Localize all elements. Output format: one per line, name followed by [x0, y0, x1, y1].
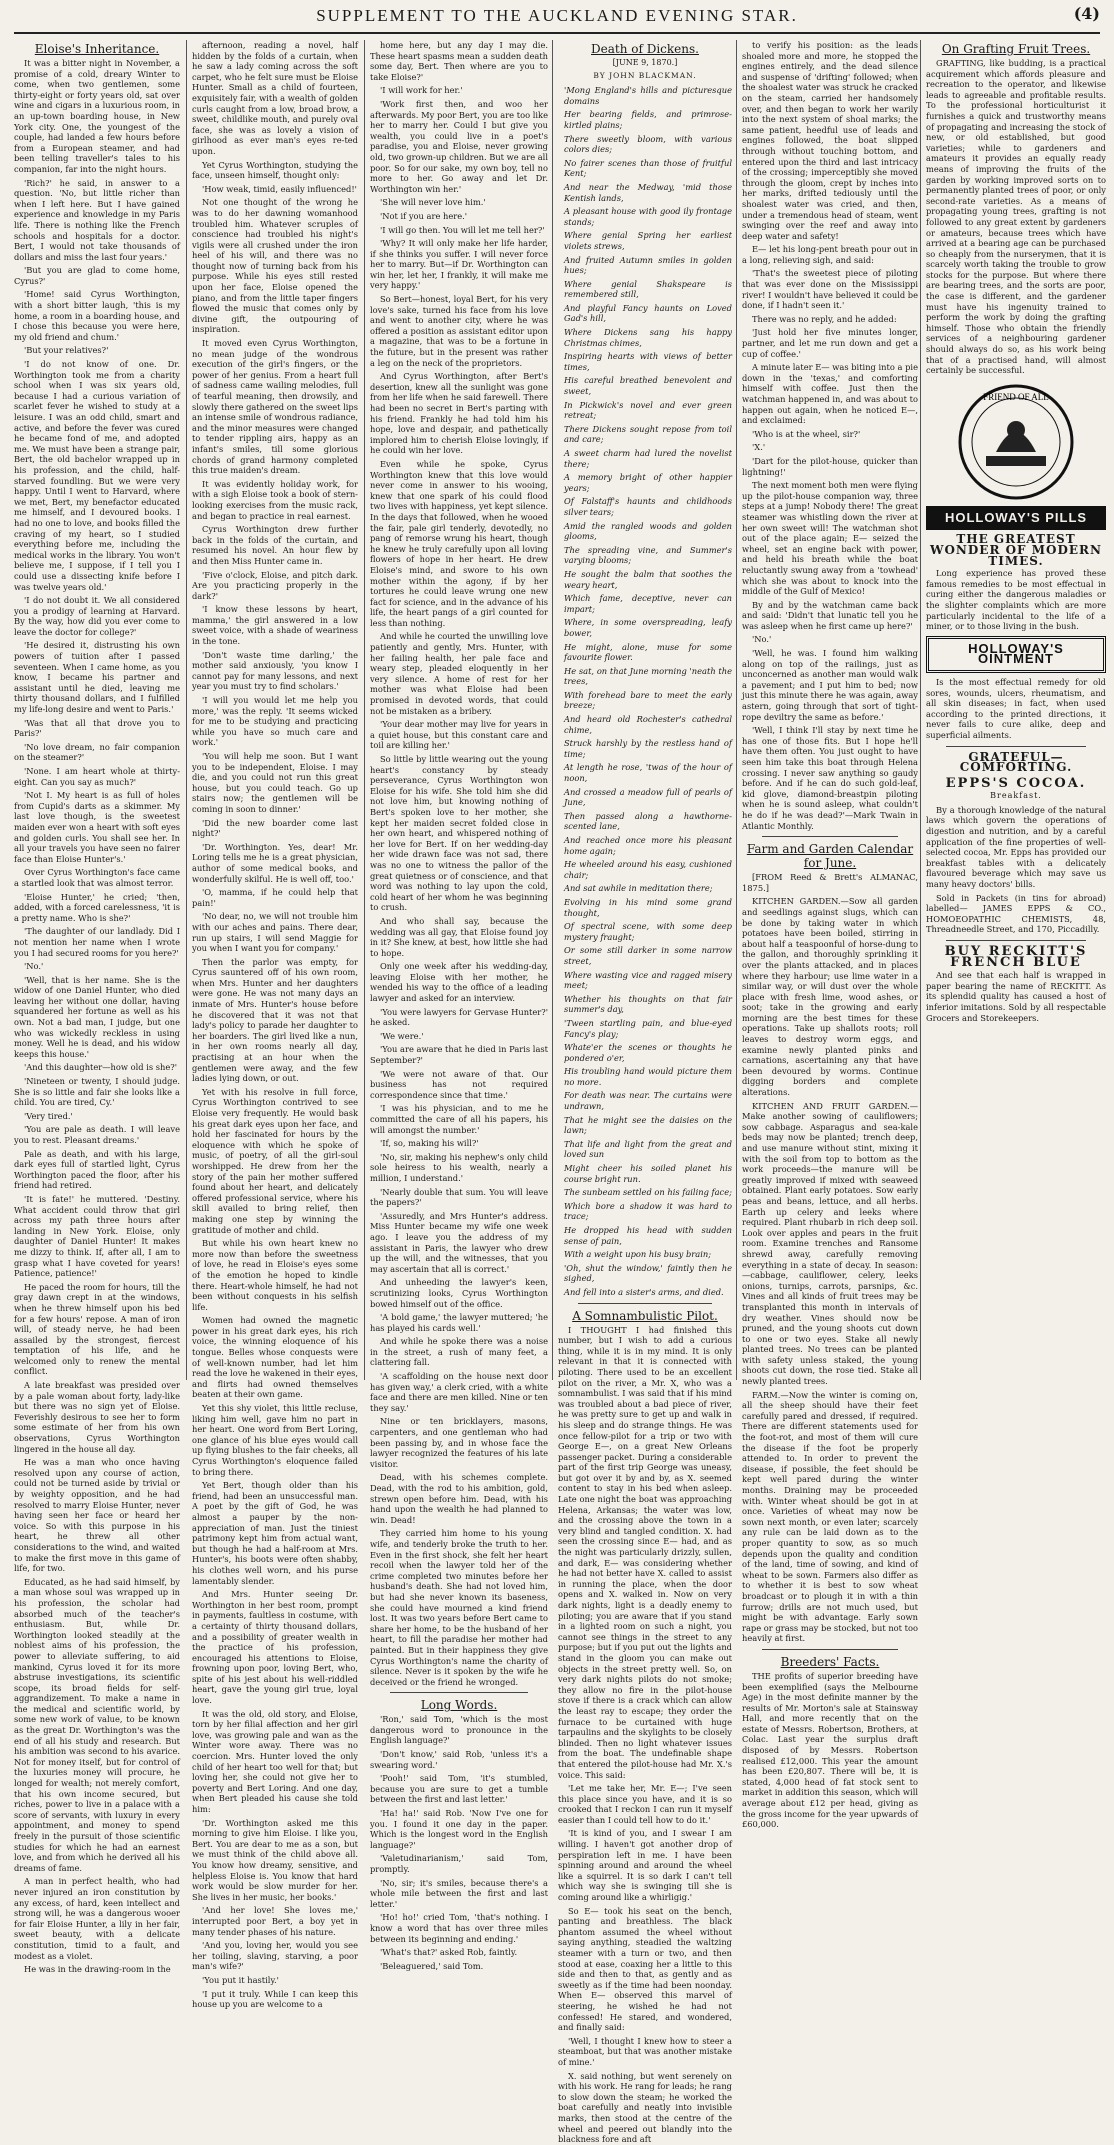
poem-line: Where Dickens sang his happy Christmas chimes, [564, 327, 732, 348]
paragraph: 'Well, I thought I knew how to steer a steamboat, but that was another mistake of mine.' [558, 2035, 732, 2067]
masthead-title: SUPPLEMENT TO THE AUCKLAND EVENING STAR. [316, 6, 798, 25]
paragraph: THE profits of superior breeding have been exemplified (says the Melbourne Age) in the most definite manner by the results of Mr. Morton's sale at Stainsway Hall, and more recently that on the estate of Messrs. Robertson, Brothers, at Colac. Last year the surplus draft disposed of by Messrs. Robertson realised £12,000. This year the amount has been £20,807. There will be, it is stated, 4,000 head of fat stock sent to market in addition this season, which will average about £12 per head, giving as the gross income for the year upwards of £60,000. [742, 1670, 918, 1830]
poem-line: At length he rose, 'twas of the hour of noon, [564, 762, 732, 784]
article-heading-dickens: Death of Dickens. [591, 42, 699, 56]
divider [946, 940, 1086, 941]
poem-line: 'Mong England's hills and picturesque domains [564, 85, 732, 106]
paragraph: 'Well, that is her name. She is the widow of one Daniel Hunter, who died leaving her without one dollar, having squandered her fortune as well as his own. Not a bad man, I judge, but one who was wickedly reckless in using money. Well he is dead, and his widow keeps this house.' [14, 974, 180, 1059]
poem-line: He might, alone, muse for some favourite flower. [564, 641, 732, 663]
article-heading-farm: Farm and Garden Calendar for June. [746, 842, 914, 871]
article-heading-long-words: Long Words. [420, 1698, 498, 1713]
paragraph: And Cyrus Worthington, after Bert's desertion, knew all the sunlight was gone from her life when he said farewell. There had been no secret in Bert's parting with his friend. Frankly he had told him his hope, love and despair, and pathetically implored him to cherish Eloise lovingly, if he could win her love. [370, 371, 548, 456]
poem-line: He dropped his head with sudden sense of pain, [564, 1225, 732, 1246]
poem-line: 'Oh, shut the window,' faintly then he sighed, [564, 1262, 732, 1284]
paragraph: 'Home! said Cyrus Worthington, with a short bitter laugh, 'this is my home, a room in a boarding house, and I chose this because you were here, my old friend and chum.' [14, 289, 180, 342]
poem-line: Or some still darker in some narrow street, [564, 945, 732, 966]
poem-line: A sweet charm had lured the novelist there; [564, 448, 732, 469]
poem-line: And reached once more his pleasant home again; [564, 835, 732, 856]
paragraph: 'Work first then, and woo her afterwards. My poor Bert, you are too like her to marry her. Could I but give you wealth, you could live in a poet's paradise, you and Eloise, never growing old, two grown-up children. But we are all poor. So for our sake, my own boy, tell no more to her. Go away and let Dr. Worthington win her.' [370, 98, 548, 194]
paragraph: So E— took his seat on the bench, panting and breathless. The black phantom assumed the wheel without saying anything, steadied the waltzing steamer with a turn or two, and then stood at ease, coaxing her a little to this side and then to that, as gently and as sweetly as if the time had been noonday. When E— observed this marvel of steering, he wished he had not confessed! He stared, and wondered, and finally said: [558, 1905, 732, 2033]
seal-text: FRIEND OF ALL [983, 391, 1049, 402]
article-heading-eloise: Eloise's Inheritance. [34, 42, 160, 56]
poem-line: A pleasant house with good ily frontage stands; [564, 206, 732, 227]
reckitt-heading: BUY RECKITT'S FRENCH BLUE [944, 944, 1088, 970]
page-number: (4) [1073, 4, 1100, 23]
paragraph: GRAFTING, like budding, is a practical acquirement which affords pleasure and recreation to the operator, and likewise leads to agreeable and profitable results. To the professional horticulturist it furnishes a quick and trustworthy means of propagating and increasing the stock of new, or old established, but good varieties; while to gardeners and amateurs it provides an equally ready means of improving the fruits of the garden by working improved sorts on to permanently planted trees of poor, or only second-rate varieties. As a means of propagating young trees, grafting is not followed to any great extent by gardeners or amateurs, because trees which have arrived at a bearing age can be purchased so cheaply from the nurserymen, that it is scarcely worth taking the trouble to grow stocks for the purpose. But where there are bearing trees, and the sorts are poor, the case is different, and the gardener must have his ingenuity trained to perform the work by doing the grafting himself. Those who obtain the friendly services of a neighbouring gardener should always do so, as his work being that of a practised hand, will almost certainly be successful. [926, 58, 1106, 376]
poem-line: For death was near. The curtains were undrawn, [564, 1090, 732, 1112]
article-body-farm [742, 872, 918, 1644]
poem-line: Of Falstaff's haunts and childhoods silver tears; [564, 496, 732, 517]
paragraph: 'Don't know,' said Rob, 'unless it's a swearing word.' [370, 1749, 548, 1770]
paragraph: He paced the room for hours, till the gray dawn crept in at the windows, when he threw himself upon his bed for a few hours' repose. A man of iron will, of steady nerve, he had been assailed by the strongest, fiercest temptation of his life, and he welcomed only to renew the mental conflict. [14, 1281, 180, 1377]
poem-line: In Pickwick's novel and ever green retreat; [564, 399, 732, 421]
poem-line: Of spectral scene, with some deep mystery fraught; [564, 921, 732, 942]
paragraph: 'You are pale as death. I will leave you to rest. Pleasant dreams.' [14, 1124, 180, 1145]
paragraph: 'And you, loving her, would you see her toiling, slaving, starving, a poor man's wife?' [192, 1940, 358, 1972]
paragraph: 'Was that all that drove you to Paris?' [14, 717, 180, 739]
paragraph: And Mrs. Hunter seeing Dr. Worthington in her best room, prompt in payments, faultless in costume, with a certainty of thirty thousand dollars, and a possibility of greater wealth in the practice of his profession, encouraged his attentions to Eloise, frowning upon poor, loving Bert, who, spite of his jest about his well-riddled heart, gave the young girl true, loyal love. [192, 1589, 358, 1706]
poem-line: He wheeled around his easy, cushioned chair; [564, 859, 732, 880]
paragraph: 'No, sir, making his nephew's only child sole heiress to his wealth, nearly a million, I understand.' [370, 1151, 548, 1183]
paragraph: 'You were lawyers for Gervase Hunter?' he asked. [370, 1006, 548, 1028]
divider [762, 836, 898, 837]
poem-line: Where genial Shakspeare is remembered still, [564, 278, 732, 300]
paragraph: 'A bold game,' the lawyer muttered; 'he has played his cards well.' [370, 1312, 548, 1333]
article-date: [JUNE 9, 1870.] [612, 58, 678, 67]
poem-line: A memory bright of other happier years; [564, 472, 732, 493]
paragraph: 'The daughter of our landlady. Did I not mention her name when I wrote you I had secured rooms for you here?' [14, 926, 180, 958]
paragraph: to verify his position: as the leads shoaled more and more, he stopped the engines entirely, and the dead silence and suspense of 'drifting' followed; when the shoalest water was struck he cracked on the steam, carried her handsomely over, and then began to work her warily into the next system of shoal marks; the same patient, heedful use of leads and engines followed, the boat slipped through without touching bottom, and entered upon the third and last intricacy of the crossing; imperceptibly she moved through the gloom, crept by inches into her marks, drifted tediously until the shoalest water was cried, and then, under a tremendous head of steam, went swinging over the reef and away into deep water and safety! [742, 40, 918, 241]
paragraph: 'But your relatives?' [24, 345, 109, 356]
greatest-wonder-heading: THE GREATEST WONDER OF MODERN TIMES. [930, 532, 1102, 568]
paragraph: 'But you are glad to come home, Cyrus?' [14, 265, 180, 286]
paragraph: 'Did the new boarder come last night?' [192, 817, 358, 839]
paragraph: Yet Cyrus Worthington, studying the face, unseen himself, thought only: [192, 159, 358, 181]
paragraph: 'She will never love him.' [380, 197, 486, 208]
paragraph: And unheeding the lawyer's keen, scrutinizing looks, Cyrus Worthington bowed himself out of the office. [370, 1277, 548, 1309]
paragraph: X. said nothing, but went serenely on with his work. He rang for leads; he rang to slow down the steam; he worked the boat carefully and neatly into invisible marks, then stood at the centre of the wheel and peered out blandly into the blackness fore and aft [558, 2070, 732, 2145]
paragraph: 'You will help me soon. But I want you to be independent, Eloise. I may die, and you could not run this great house, but you could teach. Go up stairs now; the gentlemen will be coming in soon to dinner.' [192, 751, 358, 814]
poem-line: And sat awhile in meditation there; [564, 883, 713, 894]
paragraph: By and by the watchman came back and said: 'Didn't that lunatic tell you he was asleep when he first came up here?' [742, 599, 918, 631]
poem-line: Where genial Spring her earliest violets strews, [564, 230, 732, 251]
article-heading-breeders: Breeders' Facts. [780, 1654, 880, 1669]
paragraph: It was the old, old story, and Eloise, torn by her filial affection and her girl love, was growing pale and wan as the Winter wore away. There was no coercion. Mrs. Hunter loved the only child of her heart too well for that; but loving her, she could not give her to poverty and Bert Loring. And one day, when Bert pleaded his cause she told him: [192, 1708, 358, 1814]
poem-line: Amid the rangled woods and golden glooms, [564, 520, 732, 542]
epps-text: By a thorough knowledge of the natural laws which govern the operations of digestion and nutrition, and by a careful application of the fine properties of well-selected cocoa, Mr. Epps has provided our breakfast tables with a delicately flavoured beverage which may save us many heavy doctors' bills. [926, 804, 1106, 890]
paragraph: 'Well, I think I'll stay by next time he has one of those fits. But I hope he'll have them often. You just ought to have seen him take this boat through Helena crossing. I never saw anything so gaudy before. And if he can do such gold-leaf, kid glove, diamond-breastpin piloting when he is sound asleep, what couldn't he do if he was dead?'—Mark Twain in Atlantic Monthly. [742, 725, 918, 831]
column-6 [920, 40, 1106, 1380]
paragraph: 'No.' [24, 961, 44, 972]
poem-line: And fruited Autumn smiles in golden hues; [564, 254, 732, 276]
paragraph: 'That's the sweetest piece of piloting that was ever done on the Mississippi river! I wouldn't have believed it could be done, if I hadn't seen it.' [742, 268, 919, 311]
paragraph: So little by little wearing out the young heart's constancy by steady perseverance, Cyrus Worthington won Eloise for his wife. She told him she did not love him, but knowing nothing of Bert's spoken love to her mother, she kept her maiden secret folded close in her own heart, and whispered nothing of her love for Bert. If on her wedding-day her wide drawn face was not sad, there was no one to witness the pallor of the great quietness or of conscience, and that word was nothing to lay upon the cold, cold heart of her whom he was beginning to crush. [370, 754, 548, 913]
paragraph: 'And this daughter—how old is she?' [24, 1062, 178, 1073]
paragraph: 'I will work for her.' [380, 85, 463, 96]
paragraph: 'Just hold her five minutes longer, partner, and let me run down and get a cup of coffee.' [742, 327, 918, 359]
paragraph: KITCHEN GARDEN.—Sow all garden and seedlings against slugs, which can be done by taking water in which potatoes have been boiled, stirring in about half a teaspoonful of horse-dung to the gallon, and thoroughly sprinkling it over the plants attacked, and in places where they harbour; use lime water in a similar way, or will dust over the whole place with fresh lime, wood ashes, or soot; take in the growing and early morning are the best times for these operations. Take up shallots roots; roll leaves to destroy worm eggs, and examine newly planted pinks and carnations, ascertaining any that have been devoured by worms. Continue digging borders and complete alterations. [742, 896, 918, 1098]
paragraph: Pale as death, and with his large, dark eyes full of startled light, Cyrus Worthington paced the floor, after his friend had retired. [14, 1148, 180, 1191]
masthead-rule [14, 32, 1100, 34]
paragraph: Women had owned the magnetic power in his great dark eyes, his rich voice, the winning eloquence of his tongue. Belles whose conquests were of well-known number, had let him read the love he wakened in their eyes, and flirts had owned themselves beaten at their own game. [192, 1315, 358, 1400]
paragraph: A late breakfast was presided over by a pale woman about forty, lady-like but there was no sign yet of Eloise. Feverishly desirous to see her to form some estimate of her from his own observations, Cyrus Worthington lingered in the house all day. [14, 1380, 180, 1454]
article-heading-pilot: A Somnambulistic Pilot. [572, 1308, 718, 1323]
paragraph: Not one thought of the wrong he was to do her dawning womanhood troubled him. Whatever scruples of conscience had troubled his night's vigils were all crushed under the iron heel of his will, and there was no thought now of turning back from his purpose. While his eyes still rested upon her face, Eloise opened the piano, and from the little taper fingers flowed the music that comes only by divine gift, the outpouring of inspiration. [192, 197, 358, 335]
poem-line: He sought the balm that soothes the weary heart, [564, 568, 732, 590]
paragraph: 'You put it hastily.' [202, 1974, 279, 1985]
column-3 [364, 40, 548, 1971]
paragraph: 'How weak, timid, easily influenced!' [202, 183, 357, 194]
paragraph: 'Nineteen or twenty, I should judge. She is so little and fair she looks like a child. You are tired, Cy.' [14, 1076, 180, 1108]
paragraph: 'A scaffolding on the house next door has given way,' a clerk cried, with a white face and there are men killed. Nine or ten they say.' [370, 1371, 548, 1413]
reckitt-text: And see that each half is wrapped in paper bearing the name of RECKITT. As its splendid quality has caused a host of inferior imitations. Sold by all respectable Grocers and Storekeepers. [926, 970, 1106, 1023]
paragraph: 'I do not doubt it. We all considered you a prodigy of learning at Harvard. By the way, how did you ever come to leave the doctor for college?' [14, 595, 180, 637]
poem-line: The sunbeam settled on his failing face; [564, 1187, 732, 1198]
epps-subheading: Breakfast. [990, 791, 1042, 801]
paragraph: Yet this shy violet, this little recluse, liking him well, gave him no part in her heart. One word from Bert Loring, one glance of his blue eyes would call up flying blushes to the fair cheeks, all Cyrus Worthington's eloquence failed to bring there. [192, 1403, 358, 1477]
article-body-eloise [14, 58, 180, 1975]
paragraph: 'Five o'clock, Eloise, and pitch dark. Are you practicing properly in the dark?' [192, 569, 358, 601]
article-heading-grafting: On Grafting Fruit Trees. [941, 42, 1091, 56]
paragraph: 'Eloise Hunter,' he cried; 'then, added, with a forced carelessness, 'it is a pretty name. Who is she?' [14, 891, 180, 923]
paragraph: home here, but any day I may die. These heart spasms mean a sudden death some day, Bert. Then where are you to take Eloise?' [370, 40, 548, 82]
poem-line: And crossed a meadow full of pearls of June, [564, 786, 732, 808]
article-body-eloise-end [370, 40, 548, 1687]
poem-line: 'Tween startling pain, and blue-eyed Fancy's play; [564, 1017, 732, 1039]
paragraph: 'Ho! ho!' cried Tom, 'that's nothing. I know a word that has over three miles between its beginning and ending.' [370, 1912, 548, 1944]
paragraph: 'None. I am heart whole at thirty-eight. Can you say as much?' [14, 766, 180, 787]
poem-line: Whate'er the scenes or thoughts he pondered o'er, [564, 1042, 732, 1063]
divider [390, 1692, 528, 1693]
poem-line: And near the Medway, 'mid those Kentish lands, [564, 181, 732, 203]
holloway-ointment-banner: HOLLOWAY'S OINTMENT [926, 636, 1106, 673]
poem-line: Her bearing fields, and primrose-kirtled plains; [564, 109, 732, 130]
paragraph: 'Not I. My heart is as full of holes from Cupid's darts as a skimmer. My last love though, is the sweetest maiden ever won a heart with soft eyes and golden curls. You shall see her. In all your travels you have seen no fairer face than Eloise Hunter's.' [14, 790, 180, 864]
paragraph: 'I put it truly. While I can keep this house up you are welcome to a [192, 1988, 358, 2010]
paragraph: It moved even Cyrus Worthington, no mean judge of the wondrous execution of the girl's fingers, or the power of her genius. From a heart full of sadness came wailing melodies, full of tearful meaning, then drowsily, and slowly there gathered on the sweet lips an intense smile of wondrous radiance, and the minor measures were changed to tender rippling airs, happy as an infant's smiles, till some glorious chords of grand harmony completed this true maiden's dream. [192, 338, 358, 476]
paragraph: 'Dr. Worthington. Yes, dear! Mr. Loring tells me he is a great physician, author of some medical books, and wonderfully skilful. He is well off, too.' [192, 841, 358, 884]
epps-name: EPPS'S COCOA. [945, 775, 1087, 791]
paragraph: Only one week after his wedding-day, leaving Eloise with her mother, he wended his way to the office of a leading lawyer and asked for an interview. [370, 961, 548, 1004]
paragraph: But while his own heart knew no more now than before the sweetness of love, he read in Eloise's eyes some of the emotion he hoped to kindle there. Heart-whole himself, he had not been without conquests in his selfish life. [192, 1238, 358, 1312]
paragraph: 'No love dream, no fair companion on the steamer?' [14, 741, 180, 763]
paragraph: They carried him home to his young wife, and tenderly broke the truth to her. Even in the first shock, she felt her heart recoil when the lawyer told her of the crime completed two minutes before her husband's death. She had not loved him, but had she never known its baseness, she could have mourned a kind friend lost. It was two years before Bert came to share her home, to be the husband of her heart, to fill the paradise her mother had painted. But in their happiness they give Cyrus Worthington's name the charity of silence. Never is it spoken by the wife he deceived or the friend he wronged. [370, 1528, 548, 1687]
paragraph: 'I know these lessons by heart, mamma,' the girl answered in a low sweet voice, with a shade of weariness in the tone. [192, 604, 358, 647]
epps-sold: Sold in Packets (in tins for abroad) labelled— JAMES EPPS & CO., HOMOEOPATHIC CHEMISTS, 48, Threadneedle Street, and 170, Piccadilly. [926, 892, 1106, 935]
paragraph: 'Who is at the wheel, sir?' [752, 428, 861, 439]
paragraph: 'Not if you are here.' [380, 210, 468, 221]
article-body-breeders [742, 1671, 918, 1830]
column-5 [736, 40, 919, 1830]
paragraph: 'Rich?' he said, in answer to a question. 'No, but little richer than when I left here. But I have gained experience and knowledge in my Paris life. There is nothing like the French schools and hospitals for a doctor. Bert, I would not take thousands of dollars and miss the last four years.' [14, 177, 180, 262]
paragraph: Yet with his resolve in full force, Cyrus Worthington contrived to see Eloise very frequently. He would bask his great dark eyes upon her face, and hold her fascinated for hours by the eloquence with which he spoke of music, of poetry, of all the girl-soul worshipped. He drew from her the story of the pain her mother suffered found about her heart, and delicately offered professional service, where his skill availed to bring relief, then making one step by winning the gratitude of mother and child. [192, 1086, 358, 1235]
paragraph: 'I will go then. You will let me tell her?' [380, 224, 545, 235]
paragraph: afternoon, reading a novel, half hidden by the folds of a curtain, when he saw a lady coming across the soft carpet, who he felt sure must be Eloise Hunter. Small as a child of fourteen, exquisitely fair, with a wealth of golden curls caught from a low, broad brow, a sweet, childlike mouth, and purely oval face, she was as lovely a vision of girlhood as ever man's eyes re-ted upon. [192, 40, 358, 156]
paragraph: 'Ron,' said Tom, 'which is the most dangerous word to pronounce in the English language?' [370, 1714, 548, 1746]
holloway-pills-banner: HOLLOWAY'S PILLS [926, 506, 1106, 531]
poem-line: Which fame, deceptive, never can impart; [564, 593, 732, 614]
paragraph: 'We were.' [380, 1030, 424, 1041]
paragraph: 'Valetudinarianism,' said Tom, promptly. [370, 1853, 548, 1874]
poem-line: There sweetly bloom, with various colors dies; [564, 133, 732, 155]
poem-line: Where, in some overspreading, leafy bower, [564, 617, 732, 638]
paragraph: And while he courted the unwilling love patiently and gently, Mrs. Hunter, with her failing health, her pale face and weary step, pleaded eloquently in her very silence. A home of rest for her mother was what Eloise had been promised in devoted words, that could not be mistaken as a bribery. [370, 631, 548, 716]
divider [946, 746, 1086, 747]
paragraph: KITCHEN AND FRUIT GARDEN.—Make another sowing of cauliflowers; sow cabbage. Asparagus and sea-kale beds may now be planted; trench deep, and use manure without stint, mixing it with the soil from top to bottom as the work proceeds—the manure will be greatly improved if mixed with seaweed obtained. Plant early potatoes. Sow early peas and beans, lettuce, and all herbs. Earth up celery and leeks where required. Plant rhubarb in rich deep soil. Look over apples and pears in the fruit room. Examine trenches and Ransome shrewd away, carefully removing everything in a state of decay. In season:—cabbage, cauliflower, celery, leeks onions, turnips, carrots, parsnips, &c. Vines and all kinds of fruit trees may be transplanted this month in intervals of dry weather. Vines should now be pruned, and the young shoots cut down to one or two eyes. Stake all newly planted trees. No trees can be planted with safety unless staked, the young shoots cut down, the rose tied. Stake all newly planted trees. [742, 1100, 918, 1387]
column-1 [14, 40, 180, 1975]
paragraph: Nine or ten bricklayers, masons, carpenters, and one gentleman who had been passing by, and in whose face the lawyer recognized the features of his late visitor. [370, 1416, 548, 1469]
paragraph: 'I will you would let me help you more,' was the reply. 'It seems wicked for me to be studying and practicing while you have so much care and work.' [192, 695, 358, 748]
paragraph: 'What's that?' asked Rob, faintly. [380, 1947, 518, 1958]
paragraph: Even while he spoke, Cyrus Worthington knew that this love would never come in answer to his wooing, knew that one spark of his could flood two lives with happiness, yet kept silence. In the days that followed, when he wooed the fair, pale girl tenderly, devotedly, no pang of remorse wrung his heart, though he knew he truly carefully upon all loving flowers of hope in her heart. He drew Eloise's mind, and swore to his own mother within the agony, if by her tortures he could leave wrung one new fact for science, and in the advance of his life, the heart pangs of a girl counted for less than nothing. [370, 458, 548, 628]
paragraph: 'Beleaguered,' said Tom. [380, 1960, 484, 1971]
paragraph: 'I do not know of one. Dr. Worthington took me from a charity school when I was six years old, because I had a curious variation of scarlet fever he wished to study at a leisure. I was an odd child, smart and active, and before the fever was cured he became fond of me, and adopted me. We must have been a strange pair, Bert, the old bachelor wrapped up in his profession, and the child, half-starved foundling. But we were very happy. Until I went to Harvard, where we met, Bert, my benefactor educated me himself, and I devoured books. I had no one to love, and books filled the craving of my heart, so I studied everything before me, including the medical works in the library. You won't believe me, I suppose, if I tell you I could use a dissecting knife before I was twelve years old.' [14, 359, 180, 592]
paragraph: Cyrus Worthington drew further back in the folds of the curtain, and resumed his novel. An hour flew by and then Miss Hunter came in. [192, 524, 358, 566]
paragraph: 'We were not aware of that. Our business has not required correspondence since that time.' [370, 1068, 548, 1100]
poem-line: That he might see the daisies on the lawn; [564, 1114, 732, 1136]
poem-line: He sat, on that June morning 'neath the trees, [564, 665, 732, 687]
paragraph: 'Assuredly, and Mrs Hunter's address. Miss Hunter became my wife one week ago. I leave you the address of my assistant in Paris, the lawyer who drew up the will, and the witnesses, that you may ascertain that all is correct.' [370, 1210, 548, 1274]
poem-line: Then passed along a hawthorne-scented lane, [564, 810, 732, 832]
paragraph: 'Very tired.' [24, 1110, 73, 1121]
paragraph: 'No.' [752, 634, 772, 645]
article-body-pilot [558, 1325, 732, 2145]
poem-line: Inspiring hearts with views of better times, [564, 351, 732, 372]
paragraph: 'He desired it, distrusting his own powers of tuition after I passed seventeen. When I came home, as you know, I became his partner and assistant until he died, leaving me thirty thousand dollars, and I fulfilled my life-long desire and went to Paris.' [14, 640, 180, 715]
paragraph: 'I was his physician, and to me he committed the care of all his papers, his will amongst the number.' [370, 1103, 548, 1135]
paragraph: The next moment both men were flying up the pilot-house companion way, three steps at a jump! Nobody there! The great steamer was whistling down the river at her own sweet will! The watchman shot out of the place again; E— seized the wheel, set an engine back with power, and held his breath while the boat reluctantly swung away from a 'towhead' which she was about to knock into the middle of the Gulf of Mexico! [742, 480, 918, 597]
poem-body [558, 85, 732, 1297]
divider [578, 1303, 712, 1304]
paragraph: I THOUGHT I had finished this number, but I wish to add a curious thing, while it is in my mind. It is only relevant in that it is connected with piloting. There used to be an excellent pilot on the river, a Mr. X, who was a somnambulist. I was said that if his mind was troubled about a bad piece of river, he was pretty sure to get up and walk in his sleep and do strange things. He was once fellow-pilot for a trip or two with George E—, on a great New Orleans passenger packet. During a considerable part of the first trip George was uneasy, but got over it by and by, as X. seemed content to stay in his bed when asleep. Late one night the boat was approaching Helena, Arkansas; the water was low, and the crossing above the town in a very blind and tangled condition. X. had seen the crossing since E— had, and as the night was particularly drizzly, sullen, and dark, E— was considering whether he had not better have X. called to assist in running the place, when the door opens and X. walked in. Now on very dark nights, light is a deadly enemy to piloting; you are aware that if you stand in a lighted room on such a night, you cannot see things in the street to any purpose; but if you put out the lights and stand in the gloom you can make out objects in the street pretty well. So, on very dark nights pilots do not smoke; they allow no fire in the pilot-house stove if there is a crack which can allow the least ray to escape; they order the furnace to be curtained with huge tarpaulins and the skylights to be closely blinded. Then no light whatever issues from the boat. The undefinable shape that entered the pilot-house had Mr. X.'s voice. This said: [558, 1324, 732, 1780]
article-byline: BY JOHN BLACKMAN. [593, 70, 697, 80]
paragraph: 'You are aware that he died in Paris last September?' [370, 1044, 548, 1066]
poem-line: And playful Fancy haunts on Loved Gad's hill, [564, 302, 732, 324]
paragraph: E— let his long-pent breath pour out in a long, relieving sigh, and said: [742, 244, 918, 265]
poem-line: His troubling hand would picture them no more. [564, 1066, 732, 1087]
article-body-eloise-cont [192, 40, 358, 2010]
paragraph: 'Nearly double that sum. You will leave the papers?' [370, 1186, 548, 1208]
poem-line: Which bore a shadow it was hard to trace; [564, 1200, 732, 1222]
paragraph: It was evidently holiday work, for with a sigh Eloise took a book of stern-looking exercises from the music rack, and began to practice in real earnest. [192, 478, 358, 521]
poem-line: Whether his thoughts on that fair summer's day, [564, 993, 732, 1015]
poem-line: His careful breathed benevolent and sweet, [564, 375, 732, 397]
paragraph: A minute later E— was biting into a pie down in the 'texas,' and comforting himself with coffee. Just then the watchman happened in, and was about to happen out again, when he noticed E—, and exclaimed: [742, 362, 918, 426]
paragraph: 'O, mamma, if he could help that pain!' [192, 887, 358, 908]
paragraph: 'Your dear mother may live for years in a quiet house, but this constant care and toil are killing her.' [370, 719, 548, 751]
paragraph: 'Pooh!' said Tom, 'it's stumbled, because you are sure to get a tumble between the first and last letter.' [370, 1773, 548, 1805]
paragraph: 'It is fate!' he muttered. 'Destiny. What accident could throw that girl across my path three hours after landing in New York. Eloise, only daughter of Daniel Hunter! It makes me dizzy to think. If, after all, I am to grasp what I have coveted for years! Patience, patience!' [14, 1193, 180, 1279]
poem-line: The spreading vine, and Summer's varying blooms; [564, 544, 732, 566]
paragraph: 'And her love! She loves me,' interrupted poor Bert, a boy yet in many tender phases of his nature. [192, 1905, 358, 1937]
holloway-seal-emblem [956, 382, 1076, 502]
paragraph: [FROM Reed & Brett's ALMANAC, 1875.] [742, 872, 918, 893]
paragraph: 'Dr. Worthington asked me this morning to give him Eloise. I like you, Bert. You are dear to me as a son, but we must think of the child above all. You know how dreamy, sensitive, and helpless Eloise is. You know that hard work would be slow murder for her. She lives in her music, her books.' [192, 1817, 358, 1902]
poem-line: Struck harshly by the restless hand of time; [564, 738, 732, 759]
paragraph: He was in the drawing-room in the [24, 1964, 171, 1975]
poem-line: There Dickens sought repose from toil and care; [564, 423, 732, 445]
paragraph: 'If, so, making his will?' [380, 1138, 479, 1149]
poem-line: With a weight upon his busy brain; [564, 1249, 712, 1260]
paragraph: He was a man who once having resolved upon any course of action, could not be turned aside by trivial or by weighty opposition, and he had resolved to marry Eloise Hunter, never having seen her face or heard her voice. So with this purpose in his heart, he threw all other considerations to the wind, and waited to make the first move in this game of life, for two. [14, 1457, 180, 1574]
epps-heading: GRATEFUL—COMFORTING. [959, 749, 1073, 775]
paragraph: Dead, with his schemes complete. Dead, with the rod to his ambition, gold, strewn open before him. Dead, with his hand upon the wealth he had planned to win. Dead! [370, 1472, 548, 1525]
paragraph: 'It is kind of you, and I swear I am willing. I haven't got another drop of perspiration left in me. I have been spinning around and around the wheel like a squirrel. It is so dark I can't tell which way she is swinging till she is coming around like a whirligig.' [558, 1828, 732, 1903]
paragraph: 'Don't waste time darling,' the mother said anxiously, 'you know I cannot pay for many lessons, and next year you must try to find scholars.' [192, 649, 358, 692]
paragraph: There was no reply, and he added: [752, 313, 897, 324]
poem-line: Evolving in his mind some grand thought, [564, 896, 732, 918]
paragraph: A man in perfect health, who had never injured an iron constitution by any excess, of hard, keen intellect and strong will, he was a dangerous wooer for fair Eloise Hunter, a lily in her fair, sweet beauty, with a delicate constitution, timid to a fault, and modest as a violet. [14, 1876, 180, 1961]
poem-line: No fairer scenes than those of fruitful Kent; [564, 157, 732, 179]
paragraph: And while he spoke there was a noise in the street, a rush of many feet, a clattering fall. [370, 1336, 548, 1368]
paragraph: 'X.' [752, 442, 766, 453]
poem-line: And fell into a sister's arms, and died. [564, 1286, 724, 1297]
paragraph: 'No, sir; it's smiles, because there's a whole mile between the first and last letter.' [370, 1877, 548, 1909]
poem-line: With forehead bare to meet the early breeze; [564, 689, 732, 711]
paragraph: FARM.—Now the winter is coming on, all the sheep should have their feet carefully pared and dressed, if required. There are different statements used for the foot-rot, and most of them will cure the disease if the foot be properly attended to. In order to prevent the disease, if possible, the feet should be kept well pared during the winter months. Draining may be proceeded with. Winter wheat should be got in at once. Varieties of wheat may now be sown next month, or even later; scarcely any rule can be laid down as to the proper quantity to sow, as so much depends upon the quality and condition of the land, time of sowing, and kind of wheat to be sown. Farmers also differ as to whether it is best to sow wheat broadcast or to plough it in with a thin furrow; drills are not much used, but might be with advantage. Early sown rape or grass may be stocked, but not too heavily at first. [742, 1389, 918, 1644]
poem-line: Might cheer his soiled planet his course bright run. [564, 1163, 732, 1184]
paragraph: 'Ha! ha!' said Rob. 'Now I've one for you. I found it one day in the paper. Which is the longest word in the English language?' [370, 1808, 548, 1850]
paragraph: 'Well, he was. I found him walking along on top of the railings, just as unconcerned as another man would walk a pavement; and I put him to bed; now just this minute there he was again, away astern, going through that sort of tight-rope deviltry the same as before.' [742, 648, 918, 722]
paragraph: 'Why? It will only make her life harder, if she thinks you suffer. I will never force her to marry. But—if Dr. Worthington can win her, let her, I frankly, it will make me very happy.' [370, 238, 548, 291]
poem-line: Where wasting vice and ragged misery meet; [564, 969, 732, 991]
paragraph: Over Cyrus Worthington's face came a startled look that was almost terror. [14, 867, 180, 888]
paragraph: 'No dear, no, we will not trouble him with our aches and pains. There dear, run up stairs, I will send Maggie for you when I want you for company.' [192, 911, 358, 954]
paragraph: 'Dart for the pilot-house, quicker than lightning!' [742, 455, 918, 477]
column-4 [552, 40, 732, 2145]
poem-line: That life and light from the great and loved sun [564, 1138, 732, 1160]
holloway-pills-text: Long experience has proved these famous remedies to be most effectual in curing either the dangerous maladies or the slighter complaints which are more particularly incidental to the life of a miner, or to those living in the bush. [926, 568, 1106, 632]
paragraph: So Bert—honest, loyal Bert, for his very love's sake, turned his face from his love and went to another city, where he was offered a position as assistant editor upon a magazine, that was to be a fortune in the future, but in the present was rather a leg on the neck of the proprietors. [370, 294, 548, 368]
column-2 [186, 40, 358, 2010]
paragraph: 'Let me take her, Mr. E—; I've seen this place since you have, and it is so crooked that I reckon I can run it myself easier than I could tell how to do it.' [558, 1783, 732, 1825]
article-body-grafting [926, 58, 1106, 376]
divider [762, 1649, 898, 1650]
paragraph: And who shall say, because the wedding was all gay, that Eloise found joy in it? She knew, at best, how little she had to hope. [370, 915, 548, 958]
paragraph: It was a bitter night in November, a promise of a cold, dreary Winter to come, when two gentlemen, some thirty-eight or forty years old, sat over wine and cigars in a luxurious room, in an up-town boarding house, in New York city. One, the youngest of the couple, had landed a few hours before from a European steamer, and had been telling traveller's tales to his companion, far into the night hours. [14, 58, 180, 174]
paragraph: Then the parlor was empty, for Cyrus sauntered off of his own room, when Mrs. Hunter and her daughters were gone. He was not many days an inmate of Mrs. Hunter's house before he discovered that it was not that lady's policy to parade her daughter to her boarders. The girl lived like a nun, in her own rooms nearly all day, practising at an hour when the gentlemen were away, and the few ladies lying down, or out. [192, 956, 358, 1084]
poem-line: And heard old Rochester's cathedral chime, [564, 714, 732, 735]
paragraph: Educated, as he had said himself, by a man whose soul was wrapped up in his profession, the scholar had absorbed much of the teacher's enthusiasm. But, while Dr. Worthington looked steadily at the noblest aims of his profession, the power to alleviate suffering, to aid mankind, Cyrus loved it for its more abstruse investigations, its scientific scope, its broad fields for self-aggrandizement. To make a name in the medical and scientific world, by some new work of value, to be known as the great Dr. Worthington's was the end of all his study and research. But his ambition was second to his avarice. Not for money itself, but for control of the luxuries money will procure, he longed for wealth; not merely comfort, that his own income secured, but riches, power to live in a palace with a score of servants, with luxury in every appointment, and money to spend freely in the pursuit of those scientific studies for which he had an earnest love, and from which he derived all his dreams of fame. [14, 1576, 180, 1873]
article-body-long-words [370, 1714, 548, 1971]
paragraph: Yet Bert, though older than his friend, had been an unsuccessful man. A poet by the gift of God, he was almost a pauper by the non-appreciation of man. Just the tiniest patrimony kept him from actual want, but though he had a half-room at Mrs. Hunter's, his boots were often shabby, his clothes well worn, and his purse lamentably slender. [192, 1480, 358, 1586]
holloway-ointment-text: Is the most effectual remedy for old sores, wounds, ulcers, rheumatism, and all skin diseases; in fact, when used according to the printed directions, it never fails to cure alike, deep and superficial ailments. [926, 676, 1106, 740]
article-body-pilot-cont [742, 40, 918, 831]
